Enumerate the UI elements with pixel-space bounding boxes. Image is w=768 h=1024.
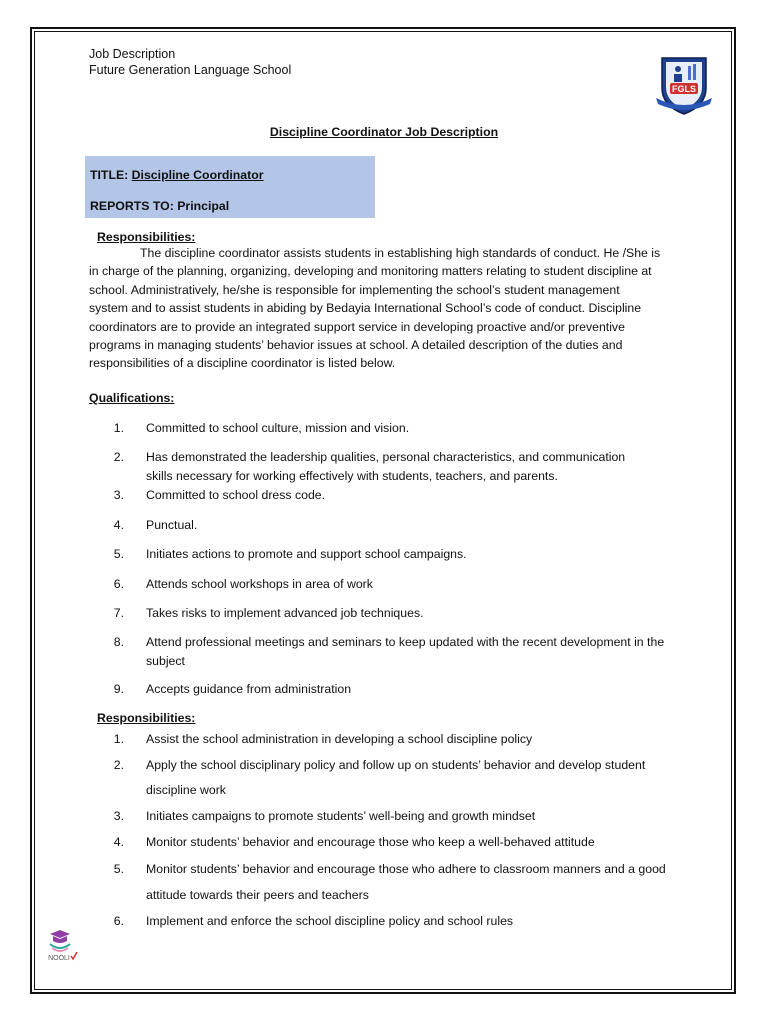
- paragraph-line: coordinators are to provide an integrated support service in developing proactive and/or preventive: [89, 319, 625, 334]
- list-number: 5.: [113, 547, 124, 561]
- list-number: 8.: [113, 635, 124, 649]
- responsibilities-heading: Responsibilities:: [97, 711, 196, 725]
- list-number: 1.: [113, 421, 124, 435]
- document-title: Discipline Coordinator Job Description: [269, 125, 499, 139]
- list-text: Assist the school administration in developing a school discipline policy: [146, 732, 533, 746]
- paragraph-line: responsibilities of a discipline coordinator is listed below.: [89, 356, 396, 371]
- job-title-row: [90, 168, 264, 182]
- title-value: Discipline Coordinator: [131, 168, 264, 182]
- list-text: Accepts guidance from administration: [146, 682, 352, 696]
- responsibilities-intro-paragraph: [89, 244, 689, 373]
- list-number: 6.: [113, 577, 124, 591]
- title-box: [85, 156, 375, 218]
- list-text: Has demonstrated the leadership qualities, personal characteristics, and communication: [146, 450, 626, 464]
- paragraph-line: system and to assist students in abiding by Bedayia International School’s code of conduct. Discipline: [89, 301, 642, 316]
- list-text: skills necessary for working effectively with students, teachers, and parents.: [146, 469, 558, 483]
- list-number: 3.: [113, 488, 124, 502]
- list-text: Initiates campaigns to promote students’ well-being and growth mindset: [146, 809, 536, 823]
- list-text: Monitor students’ behavior and encourage those who adhere to classroom manners and a good: [146, 862, 666, 876]
- list-text: Monitor students’ behavior and encourage those who keep a well-behaved attitude: [146, 835, 595, 849]
- paragraph-line: school. Administratively, he/she is responsible for implementing the school’s student management: [89, 282, 620, 297]
- list-text: Takes risks to implement advanced job techniques.: [146, 606, 424, 620]
- list-number: 2.: [113, 758, 124, 772]
- paragraph-line: programs in managing students’ behavior issues at school. A detailed description of the duties and: [89, 338, 623, 353]
- svg-text:FGLS: FGLS: [672, 84, 696, 94]
- list-text: discipline work: [146, 783, 226, 797]
- list-text: Punctual.: [146, 518, 198, 532]
- list-text: Committed to school dress code.: [146, 488, 326, 502]
- nooli-logo: [42, 930, 78, 964]
- paragraph-line: The discipline coordinator assists students in establishing high standards of conduct. He /She is: [140, 246, 661, 260]
- svg-text:NOOLI: NOOLI: [48, 955, 70, 962]
- list-text: Initiates actions to promote and support school campaigns.: [146, 547, 467, 561]
- header-line-2: Future Generation Language School: [89, 63, 292, 77]
- list-text: subject: [146, 654, 185, 668]
- reports-to: REPORTS TO: Principal: [90, 199, 230, 213]
- list-text: Attends school workshops in area of work: [146, 577, 373, 591]
- header-line-1: Job Description: [89, 47, 176, 61]
- title-label: TITLE:: [90, 168, 132, 182]
- list-text: Attend professional meetings and seminars to keep updated with the recent development in the: [146, 635, 665, 649]
- list-number: 4.: [113, 518, 124, 532]
- list-number: 6.: [113, 914, 124, 928]
- list-text: Apply the school disciplinary policy and follow up on students’ behavior and develop student: [146, 758, 646, 772]
- list-text: Implement and enforce the school discipline policy and school rules: [146, 914, 514, 928]
- list-number: 9.: [113, 682, 124, 696]
- list-text: attitude towards their peers and teachers: [146, 888, 369, 902]
- list-number: 7.: [113, 606, 124, 620]
- school-logo: [652, 54, 716, 116]
- qualifications-heading: Qualifications:: [89, 391, 175, 405]
- responsibilities-intro-heading: Responsibilities:: [97, 230, 196, 244]
- list-text: Committed to school culture, mission and vision.: [146, 421, 410, 435]
- list-number: 4.: [113, 835, 124, 849]
- document-header: [89, 46, 291, 78]
- list-number: 5.: [113, 862, 124, 876]
- paragraph-line: in charge of the planning, organizing, developing and monitoring matters relating to student discipline at: [89, 264, 652, 279]
- list-number: 2.: [113, 450, 124, 464]
- list-number: 3.: [113, 809, 124, 823]
- list-number: 1.: [113, 732, 124, 746]
